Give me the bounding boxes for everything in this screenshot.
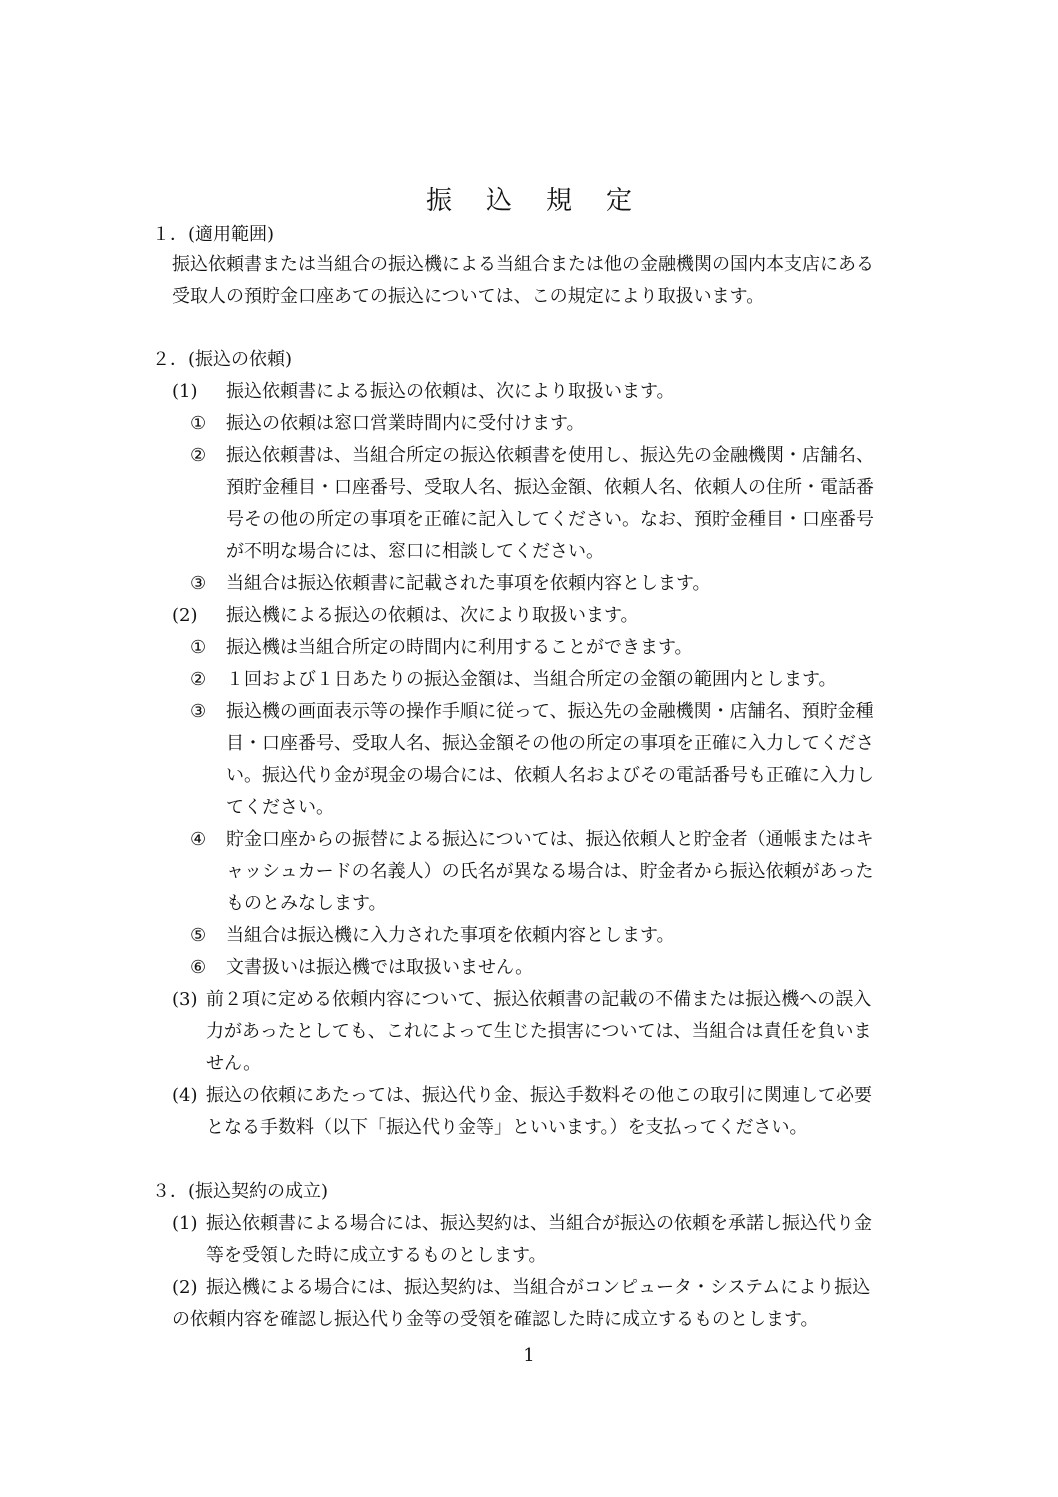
section-2-heading: ２．(振込の依頼) — [152, 349, 293, 370]
item-text: 文書扱いは振込機では取扱いません。 — [226, 957, 534, 978]
paragraph-text: 力があったとしても、これによって生じた損害については、当組合は責任を負いま — [206, 1021, 872, 1042]
paragraph-number: (4) — [172, 1085, 198, 1106]
paragraph-text: 振込機による場合には、振込契約は、当組合がコンピュータ・システムにより振込 — [206, 1277, 871, 1298]
item-number: ⑥ — [190, 957, 207, 978]
document-title: 振込規定 — [425, 186, 666, 216]
page-number: 1 — [523, 1345, 535, 1366]
item-number: ④ — [190, 829, 207, 850]
paragraph-text: 振込依頼書による場合には、振込契約は、当組合が振込の依頼を承諾し振込代り金 — [206, 1213, 872, 1234]
section-1-body-line: 受取人の預貯金口座あての振込については、この規定により取扱います。 — [172, 286, 765, 307]
item-text: てください。 — [226, 797, 334, 818]
item-number: ③ — [190, 573, 207, 594]
item-text: 当組合は振込依頼書に記載された事項を依頼内容とします。 — [226, 573, 711, 594]
paragraph-text: の依頼内容を確認し振込代り金等の受領を確認した時に成立するものとします。 — [172, 1309, 819, 1330]
item-number: ① — [190, 413, 207, 434]
item-number: ① — [190, 637, 207, 658]
paragraph-number: (2) — [172, 605, 198, 626]
paragraph-number: (2) — [172, 1277, 198, 1298]
paragraph-text: 前２項に定める依頼内容について、振込依頼書の記載の不備または振込機への誤入 — [206, 989, 872, 1010]
item-text: 貯金口座からの振替による振込については、振込依頼人と貯金者（通帳またはキ — [226, 829, 874, 850]
item-number: ② — [190, 669, 207, 690]
paragraph-number: (1) — [172, 381, 198, 402]
item-text: 振込依頼書は、当組合所定の振込依頼書を使用し、振込先の金融機関・店舗名、 — [226, 445, 874, 466]
paragraph-text: 振込機による振込の依頼は、次により取扱います。 — [226, 605, 639, 626]
paragraph-number: (1) — [172, 1213, 198, 1234]
paragraph-text: 振込依頼書による振込の依頼は、次により取扱います。 — [226, 381, 675, 402]
paragraph-text: 振込の依頼にあたっては、振込代り金、振込手数料その他この取引に関連して必要 — [206, 1085, 872, 1106]
item-text: が不明な場合には、窓口に相談してください。 — [226, 541, 604, 562]
item-text: 預貯金種目・口座番号、受取人名、振込金額、依頼人名、依頼人の住所・電話番 — [226, 477, 874, 498]
section-3-heading: ３．(振込契約の成立) — [152, 1181, 329, 1202]
item-text: ものとみなします。 — [226, 893, 387, 914]
item-text: 号その他の所定の事項を正確に記入してください。なお、預貯金種目・口座番号 — [226, 509, 874, 530]
section-1-body-line: 振込依頼書または当組合の振込機による当組合または他の金融機関の国内本支店にある — [172, 254, 874, 275]
paragraph-text: となる手数料（以下「振込代り金等」といいます。）を支払ってください。 — [206, 1117, 808, 1138]
item-text: い。振込代り金が現金の場合には、依頼人名およびその電話番号も正確に入力し — [226, 765, 874, 786]
item-text: 当組合は振込機に入力された事項を依頼内容とします。 — [226, 925, 675, 946]
item-text: 振込機の画面表示等の操作手順に従って、振込先の金融機関・店舗名、預貯金種 — [226, 701, 874, 722]
item-text: １回および１日あたりの振込金額は、当組合所定の金額の範囲内とします。 — [226, 669, 837, 690]
item-text: ャッシュカードの名義人）の氏名が異なる場合は、貯金者から振込依頼があった — [226, 861, 874, 882]
paragraph-number: (3) — [172, 989, 198, 1010]
section-1-heading: １．(適用範囲) — [152, 224, 275, 245]
item-text: 振込機は当組合所定の時間内に利用することができます。 — [226, 637, 693, 658]
paragraph-text: 等を受領した時に成立するものとします。 — [206, 1245, 547, 1266]
paragraph-text: せん。 — [206, 1053, 262, 1074]
item-number: ③ — [190, 701, 207, 722]
item-number: ② — [190, 445, 207, 466]
item-text: 目・口座番号、受取人名、振込金額その他の所定の事項を正確に入力してくださ — [226, 733, 874, 754]
item-number: ⑤ — [190, 925, 207, 946]
item-text: 振込の依頼は窓口営業時間内に受付けます。 — [226, 413, 585, 434]
